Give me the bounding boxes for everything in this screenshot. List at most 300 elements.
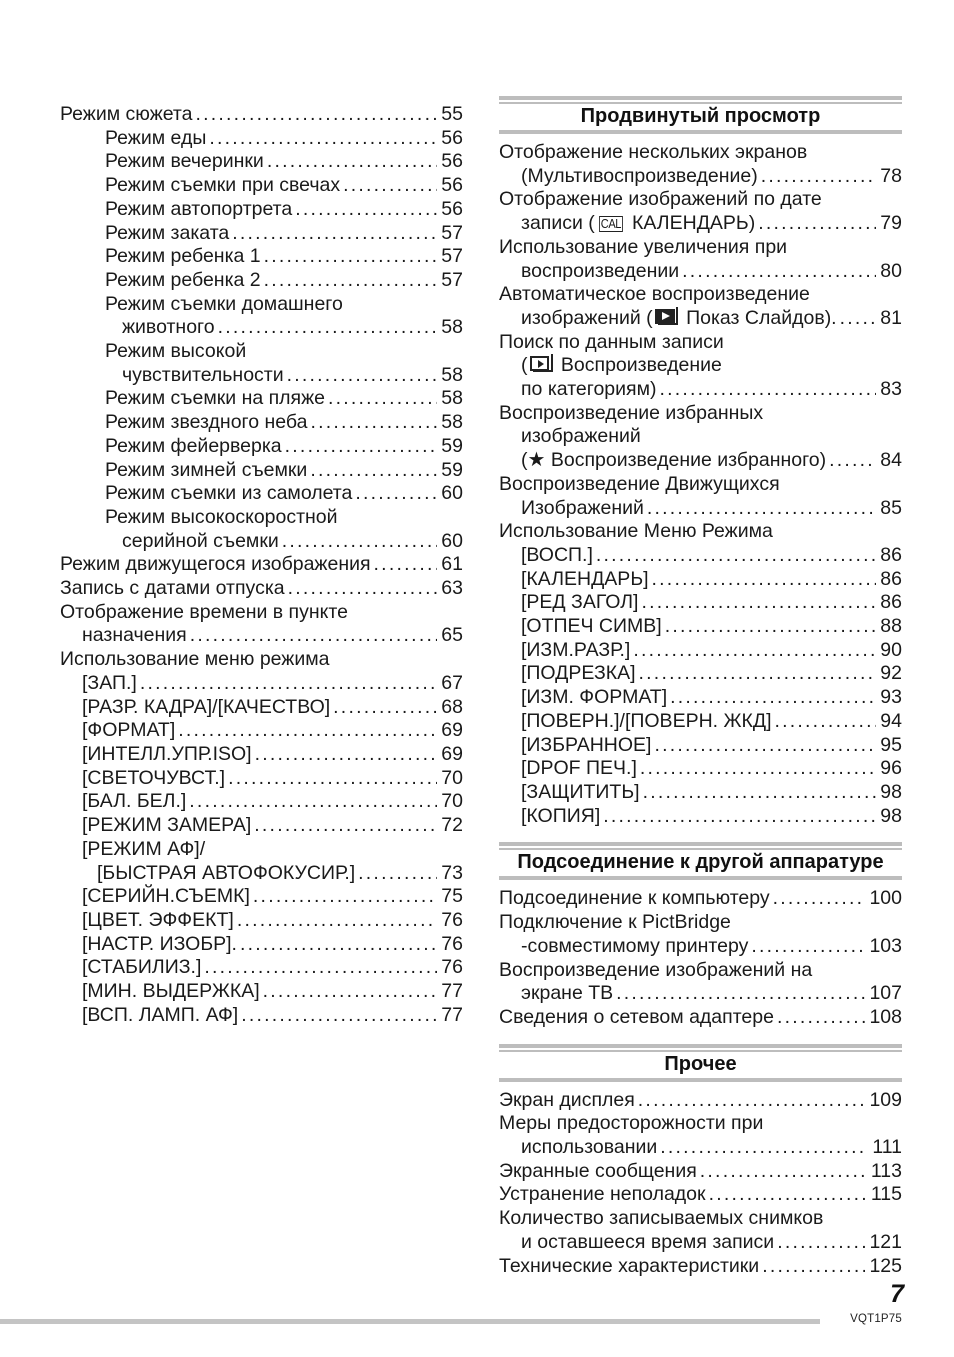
entry-text: [НАСТР. ИЗОБР]. bbox=[82, 932, 237, 955]
dot-leader bbox=[751, 935, 865, 959]
entry-text: [ЗАЩИТИТЬ] bbox=[521, 780, 640, 803]
toc-entry-row bbox=[499, 212, 902, 236]
toc-entry-title bbox=[521, 935, 748, 959]
page-ref: 77 bbox=[441, 980, 463, 1003]
entry-text: Режим движущегося изображения bbox=[60, 553, 371, 576]
dot-leader bbox=[777, 1231, 865, 1255]
toc-entry-title bbox=[521, 1136, 657, 1160]
toc-entry-line bbox=[499, 473, 902, 497]
dot-leader bbox=[328, 387, 437, 411]
entry-text: Режим звездного неба bbox=[105, 411, 308, 434]
toc-entry-title bbox=[105, 150, 264, 174]
entry-text: Режим съемки из самолета bbox=[105, 482, 353, 505]
entry-text-suffix: Воспроизведение избранного) bbox=[545, 449, 827, 472]
toc-entry-row bbox=[499, 615, 902, 639]
page-ref: 83 bbox=[880, 378, 902, 401]
toc-entry-row bbox=[60, 956, 463, 980]
entry-text: Воспроизведение Движущихся bbox=[499, 472, 780, 495]
toc-entry-row bbox=[499, 449, 902, 473]
dot-leader bbox=[616, 982, 865, 1006]
calendar-icon: CAL bbox=[600, 216, 621, 232]
entry-text: Режим сюжета bbox=[60, 103, 193, 125]
toc-entry-row bbox=[499, 497, 902, 521]
toc-entry-title bbox=[60, 103, 193, 127]
page-ref: 61 bbox=[441, 553, 463, 576]
toc-entry bbox=[499, 1255, 902, 1279]
dot-leader bbox=[638, 1089, 866, 1113]
toc-entry bbox=[60, 553, 463, 577]
toc-entry-row bbox=[60, 980, 463, 1004]
toc-entry bbox=[499, 734, 902, 758]
toc-entry bbox=[60, 174, 463, 198]
toc-entry-row bbox=[499, 887, 902, 911]
entry-text: [ВОСП.] bbox=[521, 543, 593, 566]
toc-entry bbox=[60, 435, 463, 459]
page-ref: 58 bbox=[441, 363, 463, 386]
entry-text: Режим съемки при свечах bbox=[105, 174, 341, 197]
toc-entry-title bbox=[122, 530, 279, 554]
dot-leader bbox=[240, 933, 437, 957]
entry-text: [РЕД ЗАГОЛ] bbox=[521, 591, 639, 614]
entry-text: использовании bbox=[521, 1136, 658, 1159]
entry-text-prefix: ( bbox=[521, 354, 528, 377]
entry-text: Режим еды bbox=[105, 126, 207, 149]
toc-entry bbox=[499, 686, 902, 710]
dot-leader bbox=[310, 411, 437, 435]
page-ref: 59 bbox=[441, 458, 463, 481]
toc-entry-row bbox=[60, 767, 463, 791]
toc-entry-row bbox=[60, 222, 463, 246]
entry-text: Режим высокой bbox=[105, 340, 247, 363]
page-ref: 58 bbox=[441, 387, 463, 410]
entry-text: Режим вечеринки bbox=[105, 150, 264, 173]
dot-leader bbox=[282, 530, 438, 554]
toc-entry-row bbox=[60, 862, 463, 886]
entry-text: Режим высокоскоростной bbox=[105, 505, 338, 528]
entry-text: Использование меню режима bbox=[60, 648, 330, 671]
toc-entry bbox=[499, 887, 902, 911]
toc-entry-title bbox=[105, 222, 229, 246]
entry-text: [ИНТЕЛЛ.УПР.ISO] bbox=[82, 742, 252, 765]
toc-entry-row bbox=[499, 307, 902, 331]
page-ref: 92 bbox=[880, 662, 902, 685]
entry-text: Режим съемки домашнего bbox=[105, 292, 343, 315]
dot-leader bbox=[190, 624, 438, 648]
toc-entry bbox=[60, 909, 463, 933]
document-code: VQT1P75 bbox=[850, 1313, 902, 1325]
dot-leader bbox=[264, 269, 438, 293]
dot-leader bbox=[773, 887, 866, 911]
entry-text: Отображение нескольких экранов bbox=[499, 141, 808, 163]
toc-entry-line bbox=[499, 959, 902, 983]
dot-leader bbox=[218, 316, 438, 340]
toc-entry bbox=[60, 696, 463, 720]
entry-text: по категориям) bbox=[521, 378, 657, 401]
toc-entry-line bbox=[499, 1207, 902, 1231]
toc-entry bbox=[499, 473, 902, 520]
toc-entry bbox=[60, 459, 463, 483]
dot-leader bbox=[654, 734, 876, 758]
page-ref: 67 bbox=[441, 671, 463, 694]
page-ref: 107 bbox=[869, 982, 902, 1005]
toc-entry-row bbox=[60, 933, 463, 957]
dot-leader bbox=[670, 686, 876, 710]
toc-entry-row bbox=[60, 553, 463, 577]
dot-leader bbox=[254, 814, 437, 838]
dot-leader bbox=[374, 553, 438, 577]
dot-leader bbox=[647, 497, 876, 521]
entry-text: (Мультивоспроизведение) bbox=[521, 164, 758, 187]
toc-entry-row bbox=[60, 245, 463, 269]
entry-text: Изображений bbox=[521, 496, 644, 519]
dot-leader bbox=[596, 544, 876, 568]
entry-text: Устранение неполадок bbox=[499, 1183, 706, 1206]
page-ref: 72 bbox=[441, 814, 463, 837]
entry-text: серийной съемки bbox=[122, 529, 279, 552]
toc-entry-title bbox=[521, 544, 593, 568]
page-ref: 111 bbox=[872, 1136, 902, 1159]
toc-entry bbox=[60, 222, 463, 246]
entry-text: Отображение времени в пункте bbox=[60, 600, 348, 623]
page-ref: 90 bbox=[880, 638, 902, 661]
toc-entry-title bbox=[521, 1231, 774, 1255]
toc-entry bbox=[60, 814, 463, 838]
entry-text: [DPOF ПЕЧ.] bbox=[521, 757, 637, 780]
toc-entry-line bbox=[499, 236, 902, 260]
toc-entry bbox=[499, 520, 902, 567]
toc-entry bbox=[60, 482, 463, 506]
toc-entry-row bbox=[60, 269, 463, 293]
toc-entry-title bbox=[105, 198, 292, 222]
dot-leader bbox=[758, 212, 876, 236]
toc-entry bbox=[499, 1112, 902, 1159]
toc-entry-row bbox=[60, 482, 463, 506]
toc-entry bbox=[499, 805, 902, 829]
toc-entry-line bbox=[60, 601, 463, 625]
toc-entry bbox=[499, 568, 902, 592]
toc-entry-row bbox=[60, 885, 463, 909]
toc-entry-title bbox=[499, 1160, 697, 1184]
entry-text: [РЕЖИМ АФ]/ bbox=[82, 837, 206, 860]
entry-text: [КОПИЯ] bbox=[521, 804, 601, 827]
toc-entry-title bbox=[521, 497, 644, 521]
toc-entry-title bbox=[105, 459, 307, 483]
dot-leader bbox=[700, 1160, 867, 1184]
entry-text: Режим ребенка 2 bbox=[105, 268, 261, 291]
toc-entry-row bbox=[499, 1089, 902, 1113]
entry-text: Использование Меню Режима bbox=[499, 520, 773, 543]
dot-leader bbox=[761, 165, 877, 189]
toc-entry-row bbox=[60, 672, 463, 696]
page-ref: 77 bbox=[441, 1003, 463, 1026]
toc-entry-row bbox=[499, 1255, 902, 1279]
dot-leader bbox=[295, 198, 437, 222]
toc-entry-row bbox=[499, 686, 902, 710]
toc-entry-title bbox=[105, 269, 261, 293]
toc-entry-title bbox=[105, 245, 261, 269]
dot-leader bbox=[267, 150, 437, 174]
toc-entry-row bbox=[60, 459, 463, 483]
toc-entry-row bbox=[60, 530, 463, 554]
toc-entry-line bbox=[499, 911, 902, 935]
dot-leader bbox=[652, 568, 877, 592]
toc-left-column bbox=[60, 103, 463, 1027]
toc-entry bbox=[60, 411, 463, 435]
section-title: Продвинутый просмотр bbox=[580, 105, 821, 127]
toc-entry bbox=[499, 141, 902, 188]
entry-text: и оставшееся время записи bbox=[521, 1230, 775, 1253]
toc-entry-line bbox=[499, 402, 902, 426]
page-ref: 58 bbox=[441, 316, 463, 339]
toc-entry-line bbox=[499, 1112, 902, 1136]
page-ref: 94 bbox=[880, 709, 902, 732]
toc-entry-title bbox=[521, 378, 656, 402]
dot-leader bbox=[762, 1255, 865, 1279]
entry-text: Экран дисплея bbox=[499, 1088, 635, 1111]
toc-entry-line bbox=[499, 283, 902, 307]
entry-text: экране ТВ bbox=[521, 982, 614, 1005]
toc-entry bbox=[60, 245, 463, 269]
dot-leader bbox=[665, 615, 877, 639]
toc-entry-row bbox=[499, 1006, 902, 1030]
toc-entry bbox=[60, 127, 463, 151]
toc-entry-row bbox=[60, 1004, 463, 1028]
toc-entry bbox=[499, 1160, 902, 1184]
section-header bbox=[499, 842, 902, 880]
page-ref: 69 bbox=[441, 719, 463, 742]
entry-text: -совместимому принтеру bbox=[521, 934, 749, 957]
toc-entry-title bbox=[521, 591, 638, 615]
toc-entry bbox=[60, 150, 463, 174]
page-ref: 59 bbox=[441, 434, 463, 457]
entry-text: Запись с датами отпуска bbox=[60, 577, 285, 600]
toc-entry-title bbox=[521, 212, 755, 236]
toc-entry-row bbox=[60, 364, 463, 388]
page-ref: 81 bbox=[880, 306, 902, 329]
dot-leader bbox=[633, 639, 876, 663]
toc-entry-row bbox=[499, 935, 902, 959]
toc-entry bbox=[60, 980, 463, 1004]
toc-entry bbox=[499, 1006, 902, 1030]
toc-entry-row bbox=[60, 696, 463, 720]
toc-entry bbox=[499, 959, 902, 1006]
toc-entry-row bbox=[499, 1160, 902, 1184]
toc-entry bbox=[60, 293, 463, 340]
toc-entry-title bbox=[105, 435, 282, 459]
toc-entry-title bbox=[82, 1004, 238, 1028]
toc-entry-title bbox=[82, 719, 175, 743]
toc-entry-title bbox=[521, 615, 662, 639]
entry-text: [РЕЖИМ ЗАМЕРА] bbox=[82, 814, 252, 837]
entry-text-prefix: записи ( bbox=[521, 212, 595, 235]
dot-leader bbox=[285, 435, 438, 459]
toc-entry bbox=[60, 648, 463, 695]
toc-entry-row bbox=[499, 710, 902, 734]
slideshow-icon bbox=[655, 307, 679, 327]
dot-leader bbox=[333, 696, 437, 720]
page-ref: 85 bbox=[880, 496, 902, 519]
page-ref: 60 bbox=[441, 482, 463, 505]
page-ref: 57 bbox=[441, 268, 463, 291]
toc-entry-title bbox=[122, 364, 284, 388]
entry-text: животного bbox=[122, 316, 215, 339]
toc-entry-row bbox=[499, 260, 902, 284]
toc-entry-title bbox=[521, 805, 600, 829]
page-ref: 98 bbox=[880, 804, 902, 827]
page-ref: 60 bbox=[441, 529, 463, 552]
toc-entry-row bbox=[499, 591, 902, 615]
toc-entry-title bbox=[499, 1089, 635, 1113]
toc-entry-line bbox=[60, 506, 463, 530]
page-ref: 68 bbox=[441, 695, 463, 718]
entry-text: Автоматическое воспроизведение bbox=[499, 283, 810, 306]
toc-entry-row bbox=[499, 378, 902, 402]
category-play-icon bbox=[530, 354, 554, 374]
entry-text: воспроизведении bbox=[521, 259, 680, 282]
entry-text: Технические характеристики bbox=[499, 1254, 760, 1277]
entry-text: изображений bbox=[521, 425, 641, 448]
entry-text-prefix: изображений ( bbox=[521, 306, 653, 329]
entry-text: [ПОДРЕЗКА] bbox=[521, 662, 636, 685]
toc-entry-title bbox=[521, 686, 667, 710]
dot-leader bbox=[709, 1183, 867, 1207]
toc-entry-title bbox=[105, 127, 206, 151]
toc-entry-row bbox=[499, 1231, 902, 1255]
entry-text: [РАЗР. КАДРА]/[КАЧЕСТВО] bbox=[82, 695, 331, 718]
toc-entry-row bbox=[60, 103, 463, 127]
toc-entry bbox=[60, 767, 463, 791]
toc-entry-row bbox=[499, 734, 902, 758]
toc-entry-row bbox=[499, 165, 902, 189]
toc-entry-row bbox=[60, 198, 463, 222]
page-ref: 55 bbox=[441, 103, 463, 125]
entry-text: [БАЛ. БЕЛ.] bbox=[82, 790, 187, 813]
toc-entry bbox=[499, 591, 902, 615]
entry-text: [КАЛЕНДАРЬ] bbox=[521, 567, 649, 590]
toc-entry bbox=[499, 710, 902, 734]
toc-entry-title bbox=[521, 260, 679, 284]
section-gap bbox=[499, 828, 902, 842]
entry-text: Режим заката bbox=[105, 221, 230, 244]
page-ref: 108 bbox=[869, 1005, 902, 1028]
dot-leader bbox=[204, 956, 437, 980]
toc-entry-line bbox=[499, 331, 902, 355]
dot-leader bbox=[640, 757, 876, 781]
page-ref: 98 bbox=[880, 780, 902, 803]
dot-leader bbox=[189, 790, 437, 814]
toc-entry-row bbox=[499, 544, 902, 568]
toc-entry-line bbox=[60, 838, 463, 862]
dot-leader bbox=[603, 805, 876, 829]
dot-leader bbox=[263, 980, 438, 1004]
dot-leader bbox=[641, 591, 876, 615]
toc-entry-line bbox=[499, 354, 902, 378]
toc-entry-line bbox=[60, 648, 463, 672]
page-ref: 57 bbox=[441, 245, 463, 268]
dot-leader bbox=[237, 909, 437, 933]
toc-entry bbox=[499, 639, 902, 663]
toc-entry-title bbox=[521, 639, 630, 663]
toc-entry-title bbox=[60, 577, 285, 601]
page-ref: 79 bbox=[880, 212, 902, 235]
toc-entry bbox=[60, 577, 463, 601]
toc-entry-title bbox=[521, 662, 636, 686]
toc-entry bbox=[60, 1004, 463, 1028]
toc-entry bbox=[60, 933, 463, 957]
toc-entry-row bbox=[60, 719, 463, 743]
toc-entry-row bbox=[499, 757, 902, 781]
toc-entry-row bbox=[499, 982, 902, 1006]
page-ref: 57 bbox=[441, 221, 463, 244]
dot-leader bbox=[255, 743, 438, 767]
entry-text: Воспроизведение изображений на bbox=[499, 958, 813, 981]
page-ref: 93 bbox=[880, 686, 902, 709]
toc-entry-title bbox=[521, 734, 651, 758]
toc-entry-line bbox=[499, 425, 902, 449]
section-title: Прочее bbox=[664, 1052, 737, 1075]
page-ref: 121 bbox=[869, 1230, 902, 1253]
page-ref: 86 bbox=[880, 567, 902, 590]
toc-entry-row bbox=[499, 805, 902, 829]
page-ref: 103 bbox=[869, 934, 902, 957]
dot-leader bbox=[639, 662, 877, 686]
toc-entry-title bbox=[82, 814, 251, 838]
entry-text: [ОТПЕЧ СИМВ] bbox=[521, 615, 662, 638]
toc-entry-title bbox=[521, 165, 758, 189]
toc-entry bbox=[60, 269, 463, 293]
dot-leader bbox=[196, 103, 438, 127]
page-ref: 70 bbox=[441, 790, 463, 813]
toc-entry-title bbox=[82, 767, 225, 791]
toc-entry bbox=[60, 838, 463, 885]
dot-leader bbox=[178, 719, 437, 743]
dot-leader bbox=[264, 245, 438, 269]
star-icon: ★ bbox=[527, 449, 546, 472]
toc-entry bbox=[499, 662, 902, 686]
toc-entry bbox=[499, 1089, 902, 1113]
dot-leader bbox=[840, 307, 877, 331]
toc-entry bbox=[60, 198, 463, 222]
page-ref: 76 bbox=[441, 956, 463, 979]
toc-entry bbox=[60, 506, 463, 553]
dot-leader bbox=[209, 127, 437, 151]
toc-entry-title bbox=[82, 885, 250, 909]
page-ref: 115 bbox=[870, 1183, 902, 1206]
dot-leader bbox=[310, 459, 437, 483]
dot-leader bbox=[660, 1136, 868, 1160]
entry-text: [СВЕТОЧУВСТ.] bbox=[82, 766, 226, 789]
section-gap bbox=[499, 1030, 902, 1044]
entry-text-suffix: КАЛЕНДАРЬ) bbox=[626, 212, 756, 235]
toc-entry-line bbox=[499, 141, 902, 165]
toc-entry-title bbox=[82, 980, 260, 1004]
toc-entry-title bbox=[499, 1006, 774, 1030]
toc-entry-title bbox=[521, 757, 637, 781]
toc-entry bbox=[499, 1183, 902, 1207]
section-title: Подсоединение к другой аппаратуре bbox=[517, 851, 884, 874]
toc-entry-line bbox=[60, 293, 463, 317]
toc-entry-title bbox=[82, 956, 201, 980]
page-ref: 73 bbox=[441, 861, 463, 884]
toc-entry-title bbox=[82, 672, 137, 696]
entry-text: Режим автопортрета bbox=[105, 197, 293, 220]
entry-text: [МИН. ВЫДЕРЖКА] bbox=[82, 980, 260, 1003]
entry-text: [ИЗБРАННОЕ] bbox=[521, 733, 652, 756]
page-ref: 76 bbox=[441, 908, 463, 931]
page-ref: 56 bbox=[441, 150, 463, 173]
toc-entry-row bbox=[60, 624, 463, 648]
toc-entry-title bbox=[82, 933, 237, 957]
